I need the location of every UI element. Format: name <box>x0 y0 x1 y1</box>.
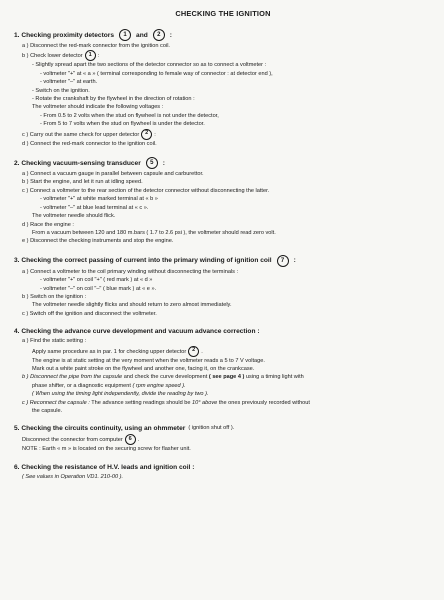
step-2d-line: From a vacuum between 120 and 180 m.bars ( 1.7 to 2.6 psi ), the voltmeter should read zero volt. <box>32 229 276 236</box>
section-5-title: 5. Checking the circuits continuity, using an ohmmeter <box>14 425 186 433</box>
step-2c: c ) Connect a voltmeter to the rear section of the detector connector without disconnecting the latter. <box>22 187 270 194</box>
step-4a: a ) Find the static setting : <box>22 338 87 345</box>
section-4-heading <box>14 327 432 336</box>
step-2b: b ) Start the engine, and let it run at idling speed. <box>22 179 143 186</box>
circled-number-5: 5 <box>146 157 158 169</box>
section-2-colon: : <box>162 159 165 167</box>
circled-number-1: 1 <box>119 29 131 41</box>
section-1 <box>14 29 432 148</box>
step-1b-line: - Switch on the ignition. <box>32 87 90 94</box>
section-1-and: and <box>136 31 148 39</box>
step-2c-line: - voltmeter "–" at blue lead terminal at « c ». <box>40 204 149 211</box>
step-5a-text: Disconnect the connector from computer <box>22 437 123 444</box>
step-4c-degrees: 10° above <box>192 399 218 406</box>
circled-number-2: 2 <box>141 129 152 140</box>
section-1-heading <box>14 29 432 41</box>
step-4c-tail: the ones previously recorded without <box>218 399 310 406</box>
step-1b-line: - voltmeter "+" at « a » ( terminal corresponding to female way of connector : at detector end ), <box>40 70 273 77</box>
step-2e: e ) Disconnect the checking instruments and stop the engine. <box>22 238 174 245</box>
step-1c <box>14 129 432 140</box>
step-5a <box>14 434 432 445</box>
step-4b-line <box>14 382 432 390</box>
section-5-note: ( ignition shut off ). <box>188 425 235 432</box>
step-1b-line: - Slightly spread apart the two sections of the detector connector so as to connect a voltmeter : <box>32 62 267 69</box>
step-4c-italic: c ) Reconnect the capsule : <box>22 399 90 406</box>
step-4b <box>14 373 432 381</box>
circled-number-7: 7 <box>277 255 289 267</box>
section-2-title: 2. Checking vacuum-sensing transducer <box>14 159 141 167</box>
step-1a: a ) Disconnect the red-mark connector from the ignition coil. <box>22 43 170 49</box>
step-5-note: NOTE : Earth « m » is located on the securing screw for flasher unit. <box>22 446 191 453</box>
step-4b-text: phase shifter, or a diagnostic equipment <box>32 382 131 389</box>
section-1-colon: : <box>169 31 172 39</box>
step-4a-line <box>14 346 432 357</box>
step-4b-italic: ( rpm engine speed ). <box>132 382 186 389</box>
step-1b-line: - voltmeter "–" at earth. <box>40 79 98 86</box>
step-1b-text: b ) Check lower detector <box>22 53 83 60</box>
step-3b-line: The voltmeter needle slightly flicks and should return to zero almost immediately. <box>32 302 232 309</box>
step-1b <box>14 50 432 61</box>
section-3 <box>14 255 432 318</box>
step-1b-line: - From 0.5 to 2 volts when the stud on flywheel is not under the detector, <box>40 112 219 119</box>
section-2-heading <box>14 157 432 169</box>
circled-number-2: 2 <box>153 29 165 41</box>
section-6 <box>14 463 432 481</box>
section-3-heading <box>14 255 432 267</box>
step-1c-colon: : <box>154 131 156 138</box>
circled-number-6: 6 <box>125 434 136 445</box>
page-title: CHECKING THE IGNITION <box>175 9 271 18</box>
step-4c-text: The advance setting readings should be <box>91 399 191 406</box>
step-2c-line: The voltmeter needle should flick. <box>32 213 116 220</box>
section-3-title: 3. Checking the correct passing of current into the primary winding of ignition coil <box>14 257 272 265</box>
step-1b-colon: : <box>97 53 100 60</box>
step-5a-period: . <box>137 437 140 444</box>
section-1-title: 1. Checking proximity detectors <box>14 31 115 39</box>
step-4b-text: and check the curve development <box>123 374 208 381</box>
step-4a-line: Mark out a white paint stroke on the flywheel and another one, facing it, on the crankcase. <box>32 365 255 372</box>
step-3b: b ) Switch on the ignition : <box>22 293 87 300</box>
step-2d: d ) Race the engine : <box>22 221 74 228</box>
section-3-colon: : <box>293 257 296 265</box>
step-1b-line: - From 5 to 7 volts when the stud on flywheel is under the detector. <box>40 121 205 128</box>
section-6-heading <box>14 463 432 472</box>
step-4b-tail: using a timing light with <box>245 374 304 381</box>
section-2 <box>14 157 432 246</box>
step-4a-line: The engine is at static setting at the very moment when the voltmeter reads a 5 to 7 V voltage. <box>32 357 265 364</box>
step-4a-period: . <box>201 348 203 355</box>
step-2c-line: - voltmeter "+" at white marked terminal at « b » <box>40 196 158 203</box>
step-1d: d ) Connect the red-mark connector to the ignition coil. <box>22 140 157 147</box>
section-4-title: 4. Checking the advance curve development and vacuum advance correction : <box>14 328 260 336</box>
step-3a-line: - voltmeter "–" on coil "–" ( blue mark ) at « e ». <box>40 285 157 292</box>
step-3c: c ) Switch off the ignition and disconnect the voltmeter. <box>22 310 157 317</box>
step-4b-note: ( When using the timing light independently, divide the reading by two ). <box>32 391 209 398</box>
step-4a-text: Apply same procedure as in par. 1 for checking upper detector <box>32 348 187 355</box>
circled-number-2: 2 <box>188 346 199 357</box>
section-6-title: 6. Checking the resistance of H.V. leads and ignition coil : <box>14 463 195 471</box>
step-3a-line: - voltmeter "+" on coil "+" ( red mark ) at « d » <box>40 277 153 284</box>
step-2a: a ) Connect a vacuum gauge in parallel between capsule and carburettor. <box>22 171 204 178</box>
step-1b-line: - Rotate the crankshaft by the flywheel in the direction of rotation : <box>32 96 195 103</box>
circled-number-1: 1 <box>85 50 96 61</box>
step-4b-italic: b ) Disconnect the pipe from the capsule <box>22 374 123 381</box>
section-5-heading <box>14 424 432 433</box>
step-4b-page-ref: ( see page 4 ) <box>208 374 245 381</box>
step-1b-line: The voltmeter should indicate the following voltages : <box>32 104 164 111</box>
step-4c <box>14 399 432 407</box>
step-4c-line: the capsule. <box>32 408 63 414</box>
step-3a: a ) Connect a voltmeter to the coil primary winding without disconnecting the terminals : <box>22 268 239 275</box>
section-4 <box>14 327 432 415</box>
step-6-note: ( See values in Operation VD1. 210-00 ). <box>22 473 124 480</box>
section-5 <box>14 424 432 453</box>
step-1c-text: c ) Carry out the same check for upper detector <box>22 131 140 138</box>
